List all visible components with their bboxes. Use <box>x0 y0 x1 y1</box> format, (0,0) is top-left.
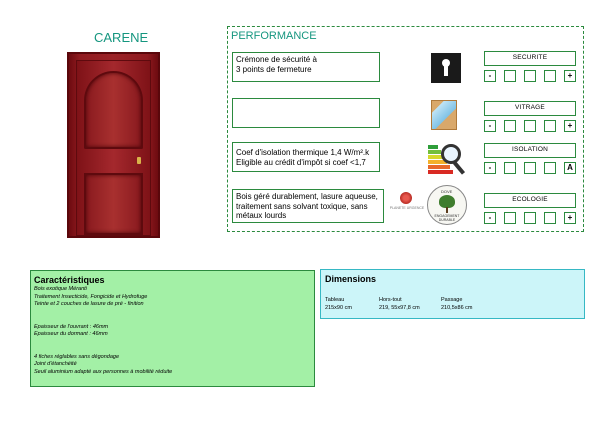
performance-section <box>227 26 584 232</box>
characteristic-line: Joint d'étanchéité <box>34 361 77 367</box>
rating-min-box: - <box>484 70 496 82</box>
rating-insulation <box>484 143 576 174</box>
dove-environment-logo: DOVE ENGAGEMENT DURABLE <box>427 185 467 225</box>
rating-min-box: - <box>484 212 496 224</box>
door-handle <box>137 157 141 164</box>
keyhole-icon <box>431 53 461 83</box>
dimension-value: 219, 55x97,8 cm <box>379 305 420 311</box>
rating-min-box: - <box>484 120 496 132</box>
rating-label: SECURITE <box>484 51 576 66</box>
door-top-panel <box>84 71 143 149</box>
rating-box <box>504 162 516 174</box>
dimension-value: 215x90 cm <box>325 305 352 311</box>
rating-box <box>544 212 556 224</box>
rating-label: ECOLOGIE <box>484 193 576 208</box>
planete-ecologie-logo: PLANETE URGENCE <box>391 192 421 218</box>
characteristics-title: Caractéristiques <box>34 275 105 285</box>
double-glazing-icon <box>431 100 457 130</box>
characteristic-line: 4 fiches réglables sans dégondage <box>34 353 120 360</box>
rating-scale <box>484 162 576 174</box>
rating-glazing <box>484 101 576 132</box>
dimensions-title: Dimensions <box>325 274 377 284</box>
characteristic-line <box>34 309 311 317</box>
rating-max-box: + <box>564 212 576 224</box>
rating-box <box>504 120 516 132</box>
rating-ecology <box>484 193 576 224</box>
rating-label: VITRAGE <box>484 101 576 116</box>
security-text: Crémone de sécurité à 3 points de fermeture <box>232 52 380 82</box>
rating-max-box: + <box>564 120 576 132</box>
rating-box <box>504 212 516 224</box>
rating-box <box>524 212 536 224</box>
door-bottom-panel <box>84 173 143 235</box>
ecology-text: Bois géré durablement, lasure aqueuse, traitement sans solvant toxique, sans métaux lourds <box>232 189 384 223</box>
glazing-text <box>232 98 380 128</box>
rating-box <box>504 70 516 82</box>
energy-rating-icon <box>428 143 468 179</box>
characteristic-line: Epaisseur du dormant : 46mm <box>34 331 108 337</box>
characteristic-line <box>34 339 311 347</box>
rating-box <box>544 162 556 174</box>
dimension-column <box>379 296 420 312</box>
rating-max-box: A <box>564 162 576 174</box>
rating-security <box>484 51 576 82</box>
dimension-column <box>441 296 473 312</box>
dimensions-section <box>320 269 585 319</box>
characteristic-line: Seuil aluminium adapté aux personnes à mobilité réduite <box>34 368 173 375</box>
characteristic-line: Epaisseur de l'ouvrant : 46mm <box>34 323 109 330</box>
dimension-header: Tableau <box>325 297 345 303</box>
insulation-text: Coef d'isolation thermique 1,4 W/m².k Eligible au crédit d'impôt si coef <1,7 <box>232 142 380 172</box>
performance-title: PERFORMANCE <box>231 30 317 42</box>
rating-scale <box>484 120 576 132</box>
dimension-header: Passage <box>441 297 463 303</box>
rating-scale <box>484 70 576 82</box>
magnifier-icon <box>441 144 461 164</box>
product-title: CARENE <box>94 30 149 45</box>
rating-box <box>524 162 536 174</box>
characteristic-line <box>34 316 311 324</box>
rating-label: ISOLATION <box>484 143 576 158</box>
rating-scale <box>484 212 576 224</box>
dimension-header: Hors-tout <box>379 297 402 303</box>
rating-min-box: - <box>484 162 496 174</box>
characteristic-line <box>34 346 311 354</box>
rating-max-box: + <box>564 70 576 82</box>
dimension-value: 210,5x86 cm <box>441 305 473 311</box>
characteristics-section <box>30 270 315 387</box>
door-image <box>67 52 160 238</box>
rating-box <box>544 70 556 82</box>
characteristic-line: Traitement Insecticide, Fongicide et Hydrofuge <box>34 293 148 300</box>
characteristic-line: Bois exotique Méranti <box>34 286 87 292</box>
door-leaf <box>76 60 151 236</box>
characteristic-line: Teinte et 2 couches de lasure de pré - finition <box>34 301 144 307</box>
dimension-column <box>325 296 352 312</box>
rating-box <box>544 120 556 132</box>
rating-box <box>524 70 536 82</box>
rating-box <box>524 120 536 132</box>
